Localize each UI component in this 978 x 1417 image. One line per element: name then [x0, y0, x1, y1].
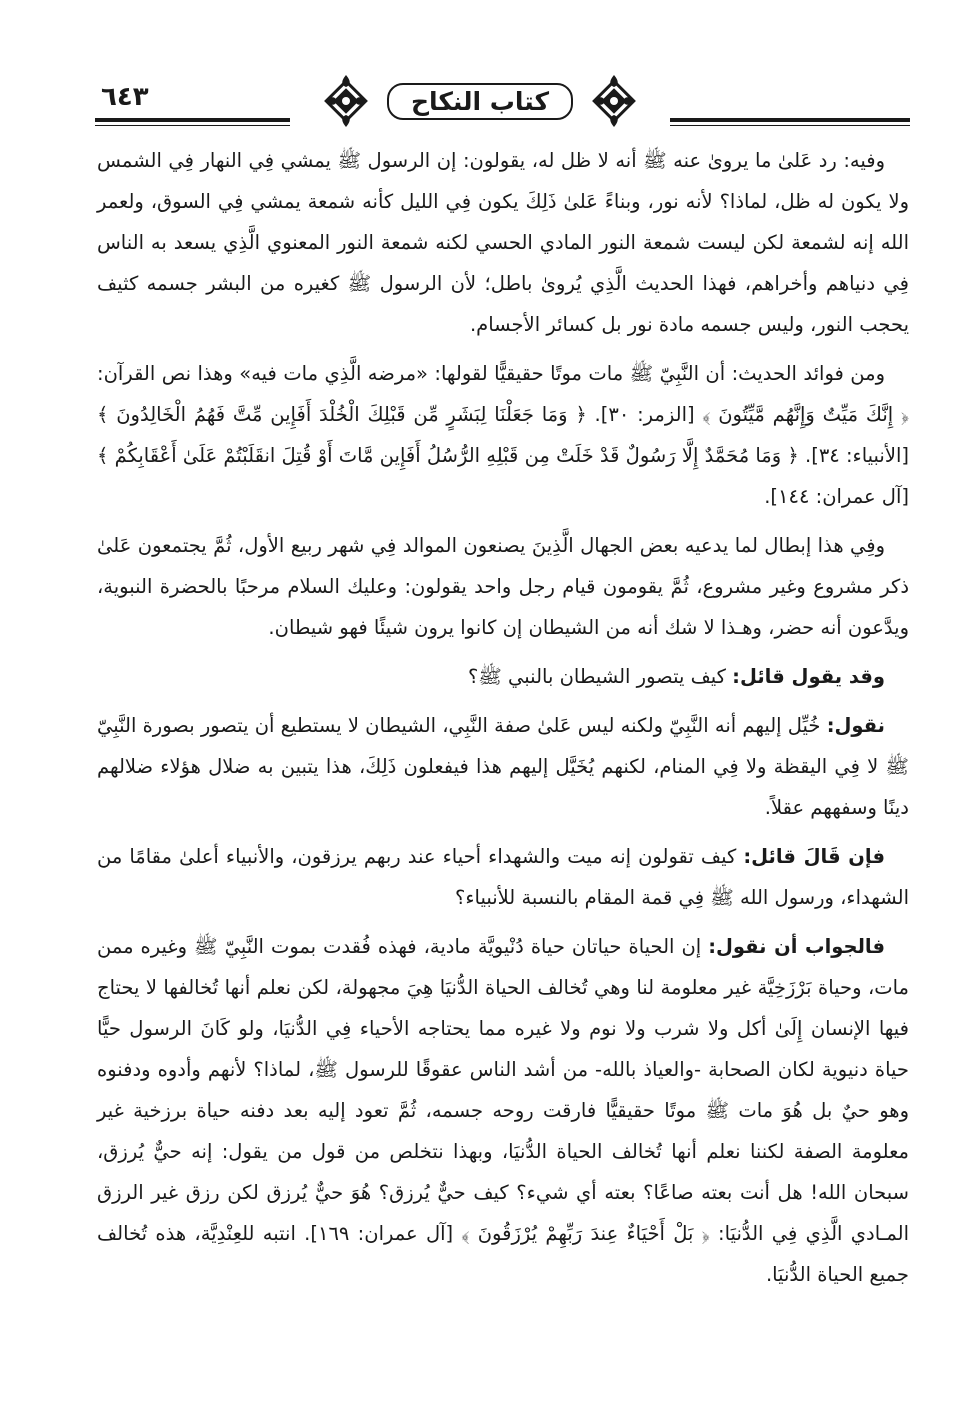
paragraph-lead: وقد يقول قائل: — [732, 665, 885, 688]
paragraph-lead: نقول: — [826, 714, 885, 737]
paragraph-text: وفِي هذا إبطال لما يدعيه بعض الجهال الَّذِينَ يصنعون الموالد فِي شهر ربيع الأول، ثُمَّ يجتمعون عَلىٰ ذكر مشروع وغير مشروع، ثُمَّ يقومون قيام رجل واحد يقولون: وعليك السلام مرحبًا بالحضرة النبوية، ويدَّعون أنه حضر، وهـذا لا شك أنه من الشيطان إن كانوا يرون شيئًا فهو شيطان. — [97, 534, 909, 639]
chapter-title: كتاب النكاح — [387, 83, 573, 120]
paragraph-text: ومن فوائد الحديث: أن النَّبِيّ ﷺ مات موتًا حقيقيًّا لقولها: «مرضه الَّذِي مات فيه» وهذا نص القرآن: ﴿ إِنَّكَ مَيِّتٌ وَإِنَّهُم مَّيِّتُونَ ﴾ [الزمر: ٣٠]. ﴿ وَمَا جَعَلْنَا لِبَشَرٍ مِّن قَبْلِكَ الْخُلْدَ أَفَإِين مِّتَّ فَهُمُ الْخَالِدُونَ ﴾ [الأنبياء: ٣٤]. ﴿ وَمَا مُحَمَّدٌ إِلَّا رَسُولٌ قَدْ خَلَتْ مِن قَبْلِهِ الرُّسُلُ أَفَإِين مَّاتَ أَوْ قُتِلَ انقَلَبْتُمْ عَلَىٰ أَعْقَابِكُمْ ﴾ [آل عمران: ١٤٤]. — [97, 362, 909, 508]
paragraph-text: خُيِّل إليهم أنه النَّبِيّ ولكنه ليس عَلىٰ صفة النَّبِي، الشيطان لا يستطيع أن يتصور بصورة النَّبِيّ ﷺ لا فِي اليقظة ولا فِي المنام، لكنهم يُخَيَّل إليهم هذا فيفعلون ذَلِكَ، هذا يتبين به ضلال هؤلاء ضلالهم دينًا وسفههم عقلاً. — [97, 714, 909, 819]
paragraph-mawlid — [97, 525, 909, 648]
paragraph-text: إن الحياة حياتان حياة دُنْيويَّة مادية، فهذه فُقدت بموت النَّبِيّ ﷺ وغيره ممن مات، وحياة بَرْزَخِيَّة غير معلومة لنا وهي تُخالف الحياة الدُّنيَا هِيَ مجهولة، لكن نعلم أنها تُخالفها لا يحتاج فيها الإنسان إِلَىٰ أكل ولا شرب ولا نوم ولا غيره مما يحتاجه الأحياء فِي الدُّنيَا، ولو كَانَ الرسول حيًّا حياة دنيوية لكان الصحابة -والعياذ بالله- من أشد الناس عقوقًا للرسول ﷺ، لماذا؟ لأنهم وأدوه ودفنوه وهو حيٌ بل هُوَ مات ﷺ موتًا حقيقيًّا فارقت روحه جسمه، ثُمَّ تعود إليه بعد دفنه حياة برزخية غير معلومة الصفة لكننا نعلم أنها تُخالف الحياة الدُّنيَا، وبهذا نتخلص من قول من يقول: إنه حيٌّ يُرزق، سبحان الله! هل أنت بعته صاعًا؟ بعته أي شيء؟ كيف حيٌّ يُرزق؟ هُوَ حيٌّ يُرزق لكن رزق غير الرزق المـادي الَّذِي فِي الدُّنيَا: ﴿ بَلْ أَحْيَاءٌ عِندَ رَبِّهِمْ يُرْزَقُونَ ﴾ [آل عمران: ١٦٩]. انتبه للعِنْدِيَّة، هذه تُخالف جميع الحياة الدُّنيَا. — [97, 935, 909, 1286]
paragraph-objection — [97, 836, 909, 918]
page-number: ٦٤٣ — [101, 82, 149, 112]
paragraph-two-lives — [97, 926, 909, 1295]
page-body — [97, 140, 909, 1303]
paragraph-real-death — [97, 353, 909, 517]
paragraph-shadow — [97, 140, 909, 345]
header-title-group — [290, 70, 670, 132]
paragraph-answer — [97, 705, 909, 828]
left-ornament-icon — [323, 73, 369, 129]
paragraph-lead: فإن قَالَ قائل: — [743, 845, 885, 868]
paragraph-lead: فالجواب أن نقول: — [708, 935, 885, 958]
paragraph-text: كيف تقولون إنه ميت والشهداء أحياء عند ربهم يرزقون، والأنبياء أعلىٰ مقامًا من الشهداء، ورسول الله ﷺ فِي قمة المقام بالنسبة للأنبياء؟ — [97, 845, 909, 909]
paragraph-question — [97, 656, 909, 697]
paragraph-text: كيف يتصور الشيطان بالنبي ﷺ؟ — [467, 665, 733, 688]
paragraph-text: وفيه: رد عَلىٰ ما يروىٰ عنه ﷺ أنه لا ظل له، يقولون: إن الرسول ﷺ يمشي فِي النهار فِي الشمس ولا يكون له ظل، لماذا؟ لأنه نور، وبناءً عَلىٰ ذَلِكَ يكون فِي الليل كأنه شمعة يمشي فِي السوق، ولعمر الله إنه لشمعة لكن ليست شمعة النور المادي الحسي لكنه شمعة النور المعنوي الَّذِي يسعد به الناس فِي دنياهم وأخراهم، فهذا الحديث الَّذِي يُروىٰ باطل؛ لأن الرسول ﷺ كغيره من البشر جسمه كثيف يحجب النور، وليس جسمه مادة نور بل كسائر الأجسام. — [97, 149, 909, 336]
right-ornament-icon — [591, 73, 637, 129]
page-header — [95, 70, 910, 130]
